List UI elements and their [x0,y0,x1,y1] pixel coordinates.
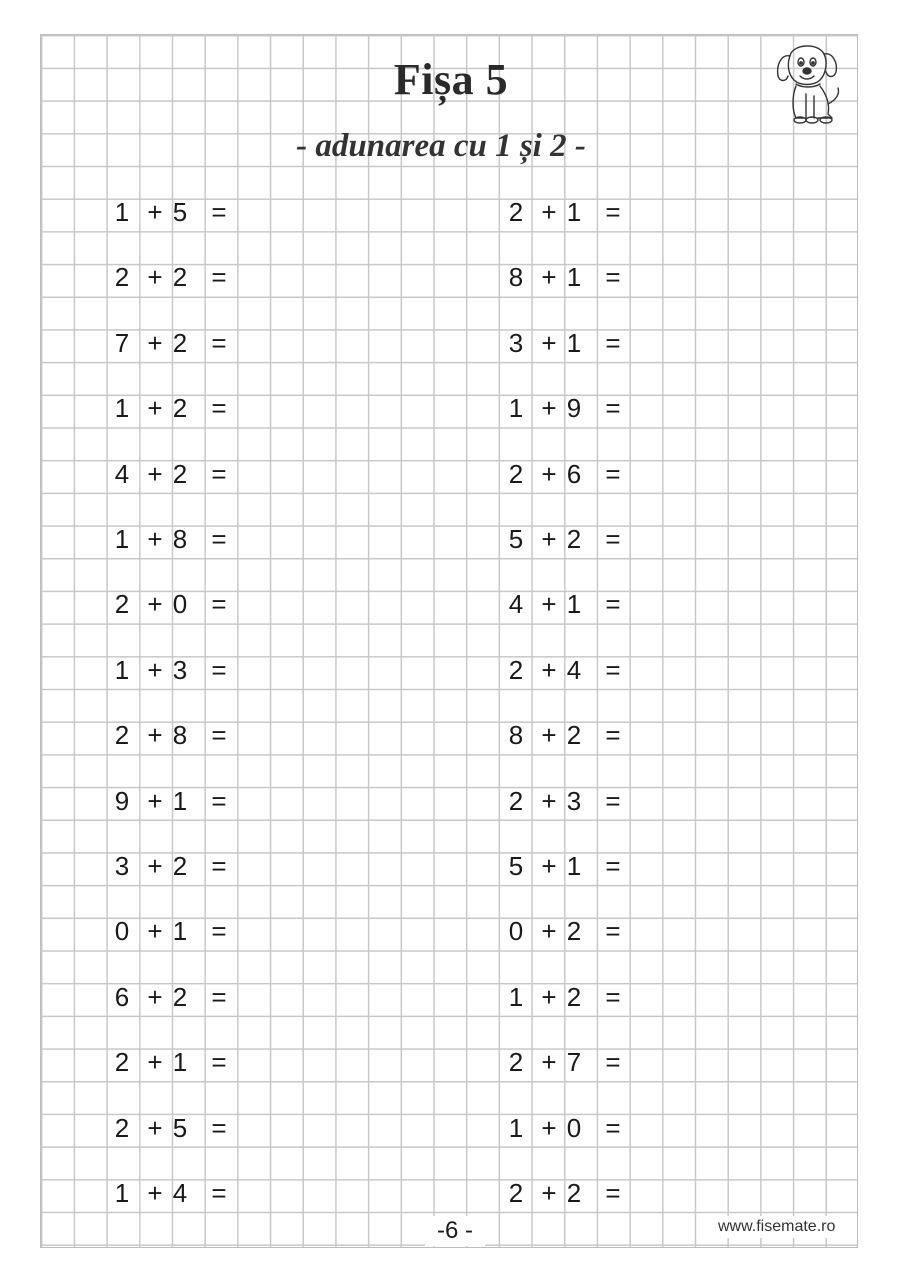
operator: + [541,1178,557,1208]
operator: + [147,720,163,751]
website-label: www.fisemate.ro [718,1216,835,1238]
exercise-row [107,1177,237,1210]
equals-sign: = [605,524,621,554]
operand-b: 1 [172,916,188,947]
puppy-icon [770,38,850,130]
exercise-row [501,915,631,948]
equals-sign: = [211,327,227,358]
operand-b: 1 [566,197,582,227]
equals-sign: = [211,916,227,947]
operand-a: 0 [114,916,130,947]
equals-sign: = [211,654,227,685]
operand-a: 2 [508,197,524,227]
operand-b: 2 [566,524,582,554]
operand-a: 7 [114,327,130,358]
exercise-row [501,261,631,294]
operand-b: 2 [566,720,582,751]
exercise-row [501,654,631,687]
equals-sign: = [211,589,227,620]
exercise-row [107,850,237,883]
operator: + [541,851,557,881]
equals-sign: = [605,1112,621,1143]
equals-sign: = [211,720,227,751]
equals-sign: = [211,393,227,424]
equals-sign: = [605,916,621,947]
worksheet-subtitle: - adunarea cu 1 și 2 - [296,128,586,164]
operand-a: 1 [114,524,130,554]
page-number: -6 - [425,1216,485,1246]
operator: + [147,785,163,816]
operator: + [541,393,557,424]
operand-b: 2 [172,851,188,881]
operand-b: 1 [566,851,582,881]
operand-a: 1 [508,1112,524,1143]
operand-b: 1 [172,1047,188,1078]
operator: + [541,785,557,816]
operator: + [147,197,163,227]
exercise-row [501,785,631,818]
operator: + [147,262,163,293]
operand-a: 2 [114,262,130,293]
operand-a: 1 [114,1178,130,1208]
equals-sign: = [605,393,621,424]
operand-a: 8 [508,720,524,751]
operator: + [541,654,557,685]
exercise-row [501,1046,631,1079]
operand-a: 6 [114,981,130,1012]
operand-a: 2 [508,458,524,489]
operand-b: 9 [566,393,582,424]
equals-sign: = [211,458,227,489]
equals-sign: = [605,327,621,358]
exercise-row [107,915,237,948]
operand-a: 2 [114,720,130,751]
equals-sign: = [605,589,621,620]
operator: + [147,393,163,424]
operand-a: 1 [114,393,130,424]
exercise-row [501,196,631,229]
operand-a: 2 [508,654,524,685]
operator: + [541,589,557,620]
operand-b: 2 [566,916,582,947]
exercise-row [107,1112,237,1145]
operand-a: 5 [508,524,524,554]
exercise-row [501,392,631,425]
equals-sign: = [211,981,227,1012]
operand-b: 3 [172,654,188,685]
operand-b: 2 [172,327,188,358]
operand-b: 1 [566,327,582,358]
exercise-row [107,1046,237,1079]
operand-b: 2 [566,981,582,1012]
exercise-row [107,196,237,229]
operand-b: 2 [566,1178,582,1208]
exercise-row [107,327,237,360]
operand-b: 2 [172,458,188,489]
operand-a: 1 [508,981,524,1012]
equals-sign: = [211,524,227,554]
exercise-row [107,261,237,294]
operand-b: 5 [172,1112,188,1143]
exercise-row [107,392,237,425]
operator: + [147,1047,163,1078]
operand-b: 4 [172,1178,188,1208]
operator: + [541,916,557,947]
exercise-row [501,850,631,883]
equals-sign: = [211,785,227,816]
exercise-row [107,458,237,491]
equals-sign: = [211,1178,227,1208]
operand-b: 1 [566,589,582,620]
exercise-row [501,327,631,360]
operator: + [541,720,557,751]
operand-a: 2 [114,1047,130,1078]
exercise-row [501,523,631,556]
equals-sign: = [605,1178,621,1208]
exercise-row [107,981,237,1014]
operand-a: 4 [508,589,524,620]
equals-sign: = [605,851,621,881]
operator: + [541,1112,557,1143]
operator: + [541,981,557,1012]
operand-b: 2 [172,262,188,293]
operand-a: 2 [508,785,524,816]
operator: + [147,524,163,554]
operand-a: 0 [508,916,524,947]
operator: + [147,327,163,358]
operator: + [541,1047,557,1078]
operand-b: 2 [172,393,188,424]
equals-sign: = [605,654,621,685]
operator: + [147,654,163,685]
operand-a: 2 [508,1178,524,1208]
operand-a: 4 [114,458,130,489]
worksheet-title: Fișa 5 [393,55,509,104]
equals-sign: = [605,262,621,293]
operand-a: 1 [114,197,130,227]
equals-sign: = [211,851,227,881]
exercise-row [501,1177,631,1210]
equals-sign: = [211,197,227,227]
operand-a: 5 [508,851,524,881]
operand-b: 5 [172,197,188,227]
operand-b: 0 [566,1112,582,1143]
exercise-row [107,785,237,818]
equals-sign: = [211,1112,227,1143]
operand-a: 2 [114,1112,130,1143]
exercise-row [501,719,631,752]
equals-sign: = [211,1047,227,1078]
operator: + [541,327,557,358]
operand-b: 4 [566,654,582,685]
equals-sign: = [605,785,621,816]
exercise-row [107,523,237,556]
operand-a: 2 [508,1047,524,1078]
operator: + [147,916,163,947]
operand-b: 7 [566,1047,582,1078]
operand-a: 3 [114,851,130,881]
operator: + [147,458,163,489]
operand-a: 8 [508,262,524,293]
operator: + [147,1178,163,1208]
operand-b: 1 [172,785,188,816]
operand-b: 2 [172,981,188,1012]
equals-sign: = [605,1047,621,1078]
operator: + [541,458,557,489]
equals-sign: = [605,720,621,751]
operator: + [541,197,557,227]
operand-a: 9 [114,785,130,816]
operand-a: 1 [114,654,130,685]
operand-b: 8 [172,524,188,554]
exercise-row [107,588,237,621]
operator: + [147,851,163,881]
operator: + [147,1112,163,1143]
operand-a: 1 [508,393,524,424]
operator: + [541,262,557,293]
operator: + [541,524,557,554]
operand-a: 2 [114,589,130,620]
operand-b: 1 [566,262,582,293]
equals-sign: = [605,458,621,489]
operand-b: 0 [172,589,188,620]
operator: + [147,589,163,620]
exercise-row [501,981,631,1014]
exercise-row [501,458,631,491]
exercise-row [501,588,631,621]
operand-a: 3 [508,327,524,358]
operand-b: 3 [566,785,582,816]
exercise-row [107,719,237,752]
operand-b: 6 [566,458,582,489]
equals-sign: = [211,262,227,293]
exercise-row [107,654,237,687]
operator: + [147,981,163,1012]
equals-sign: = [605,197,621,227]
operand-b: 8 [172,720,188,751]
exercise-row [501,1112,631,1145]
equals-sign: = [605,981,621,1012]
